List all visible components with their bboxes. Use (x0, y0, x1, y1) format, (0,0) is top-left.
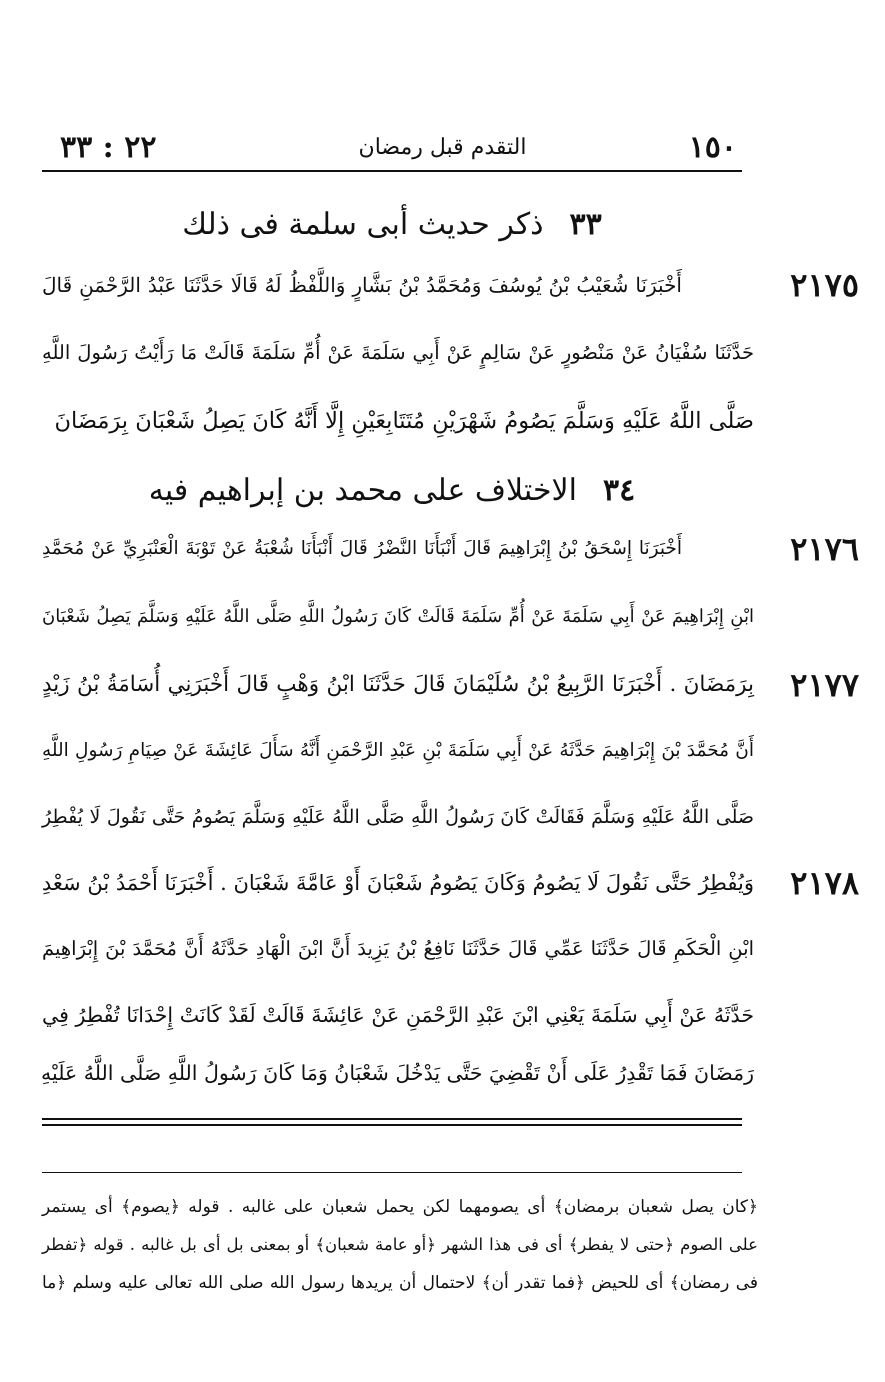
footnote-line: ﴿كان يصل شعبان برمضان﴾ أى يصومهما لكن يحمل شعبان على غالبه . قوله ﴿يصوم﴾ أى يستمر (42, 1197, 758, 1217)
footnote-rule (42, 1172, 742, 1173)
text-line: رَمَضَانَ فَمَا تَقْدِرُ عَلَى أَنْ تَقْضِيَ حَتَّى يَدْخُلَ شَعْبَانُ وَمَا كَانَ رَسُولُ اللَّهِ صَلَّى اللَّهُ عَلَيْهِ (41, 1061, 754, 1085)
section-heading (42, 466, 742, 516)
hadith-number: ٢١٧٨ (790, 864, 859, 902)
header-rule (42, 170, 742, 172)
hadith-number: ٢١٧٥ (790, 266, 859, 304)
footnote-line: فى رمضان﴾ أى للحيض ﴿فما تقدر أن﴾ لاحتمال أن يريدها رسول الله صلى الله تعالى عليه وسلم ﴿ما (42, 1273, 758, 1293)
text-line: بِرَمَضَانَ . أَخْبَرَنَا الرَّبِيعُ بْنُ سُلَيْمَانَ قَالَ حَدَّثَنَا ابْنُ وَهْبٍ قَالَ أَخْبَرَنِي أُسَامَةُ بْنُ زَيْدٍ (42, 672, 754, 697)
footnote-line: على الصوم ﴿حتى لا يفطر﴾ أى فى هذا الشهر ﴿أو عامة شعبان﴾ أو بمعنى بل أى بل غالبه . قوله ﴿تفطر (42, 1235, 758, 1254)
text-end-rule (42, 1124, 742, 1126)
text-line: وَيُفْطِرُ حَتَّى نَقُولَ لَا يَصُومُ وَكَانَ يَصُومُ شَعْبَانَ أَوْ عَامَّةَ شَعْبَانَ . أَخْبَرَنَا أَحْمَدُ بْنُ سَعْدِ (41, 871, 754, 895)
section-heading (42, 200, 742, 250)
text-line: أَنَّ مُحَمَّدَ بْنَ إِبْرَاهِيمَ حَدَّثَهُ عَنْ أَبِي سَلَمَةَ بْنِ عَبْدِ الرَّحْمَنِ أَنَّهُ سَأَلَ عَائِشَةَ عَنْ صِيَامِ رَسُولِ اللَّهِ (42, 740, 754, 761)
text-line: صَلَّى اللَّهُ عَلَيْهِ وَسَلَّمَ يَصُومُ شَهْرَيْنِ مُتَتَابِعَيْنِ إِلَّا أَنَّهُ كَانَ يَصِلُ شَعْبَانَ بِرَمَضَانَ (54, 408, 754, 434)
section-title: ذكر حديث أبى سلمة فى ذلك (182, 207, 544, 242)
section-number: ٣٣ (569, 207, 602, 242)
section-title: الاختلاف على محمد بن إبراهيم فيه (148, 473, 577, 508)
running-title: التقدم قبل رمضان (358, 135, 527, 160)
text-line: حَدَّثَهُ عَنْ أَبِي سَلَمَةَ يَعْنِي ابْنَ عَبْدِ الرَّحْمَنِ عَنْ عَائِشَةَ قَالَتْ لَقَدْ كَانَتْ إِحْدَانَا تُفْطِرُ فِي (42, 1003, 754, 1027)
hadith-number: ٢١٧٦ (790, 530, 859, 568)
text-line: ابْنِ إِبْرَاهِيمَ عَنْ أَبِي سَلَمَةَ عَنْ أُمِّ سَلَمَةَ قَالَتْ كَانَ رَسُولُ اللَّهِ صَلَّى اللَّهُ عَلَيْهِ وَسَلَّمَ يَصِلُ شَعْبَانَ (42, 606, 754, 627)
text-line: ابْنِ الْحَكَمِ قَالَ حَدَّثَنَا عَمِّي قَالَ حَدَّثَنَا نَافِعُ بْنُ يَزِيدَ أَنَّ ابْنَ الْهَادِ حَدَّثَهُ أَنَّ مُحَمَّدَ بْنَ إِبْرَاهِيمَ (42, 937, 754, 960)
hadith-number: ٢١٧٧ (790, 666, 859, 704)
chapter-reference: ٢٢ : ٣٣ (60, 130, 157, 165)
text-line: أَخْبَرَنَا إِسْحَقُ بْنُ إِبْرَاهِيمَ قَالَ أَنْبَأَنَا النَّضْرُ قَالَ أَنْبَأَنَا شُعْبَةُ عَنْ تَوْبَةَ الْعَنْبَرِيِّ عَنْ مُحَمَّدِ (42, 538, 682, 559)
text-line: صَلَّى اللَّهُ عَلَيْهِ وَسَلَّمَ فَقَالَتْ كَانَ رَسُولُ اللَّهِ صَلَّى اللَّهُ عَلَيْهِ وَسَلَّمَ يَصُومُ حَتَّى نَقُولَ لَا يُفْطِرُ (42, 806, 754, 828)
page-number: ١٥٠ (688, 130, 737, 165)
text-line: حَدَّثَنَا سُفْيَانُ عَنْ مَنْصُورٍ عَنْ سَالِمٍ عَنْ أَبِي سَلَمَةَ عَنْ أُمِّ سَلَمَةَ قَالَتْ مَا رَأَيْتُ رَسُولَ اللَّهِ (42, 341, 754, 364)
text-end-rule (42, 1118, 742, 1120)
section-number: ٣٤ (602, 473, 636, 508)
text-line: أَخْبَرَنَا شُعَيْبُ بْنُ يُوسُفَ وَمُحَمَّدُ بْنُ بَشَّارٍ وَاللَّفْظُ لَهُ قَالَا حَدَّثَنَا عَبْدُ الرَّحْمَنِ قَالَ (42, 273, 682, 297)
